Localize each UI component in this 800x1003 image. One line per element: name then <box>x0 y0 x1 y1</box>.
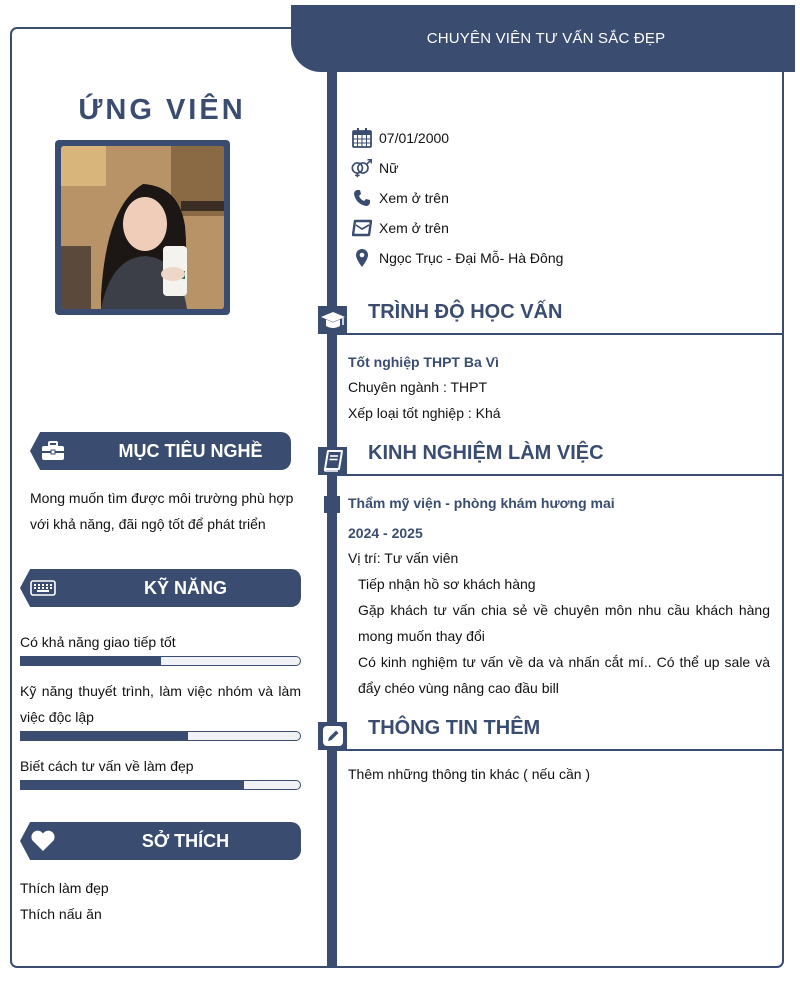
info-gender <box>350 156 398 180</box>
job-duty-3: Có kinh nghiệm tư vấn về da và nhấn cắt mí.. Có thể up sale và đẩy chéo vùng nâng cao đầu bill <box>358 654 770 696</box>
candidate-title: ỨNG VIÊN <box>78 94 246 126</box>
avatar <box>55 140 230 315</box>
additional-text: Thêm những thông tin khác ( nếu cần ) <box>348 766 591 782</box>
skill-name-2: Kỹ năng thuyết trình, làm việc nhóm và làm việc độc lập <box>20 683 301 725</box>
skill-bar-3 <box>20 780 301 790</box>
additional-header <box>318 711 783 751</box>
job-title-banner <box>291 5 795 72</box>
education-title: TRÌNH ĐỘ HỌC VẤN <box>368 301 563 323</box>
experience-title: KINH NGHIỆM LÀM VIỆC <box>368 442 604 464</box>
address-value: Ngọc Trục - Đại Mỗ- Hà Đông <box>379 250 564 266</box>
gender-value: Nữ <box>379 160 399 176</box>
career-goal-header <box>40 432 291 470</box>
additional-rule <box>328 749 783 751</box>
skill-bar-1 <box>20 656 301 666</box>
info-dob <box>350 126 449 150</box>
education-school: Tốt nghiệp THPT Ba Vì <box>348 354 499 370</box>
info-phone <box>350 186 449 210</box>
photo-illustration <box>61 146 224 309</box>
education-grade: Xếp loại tốt nghiệp : Khá <box>348 405 501 421</box>
timeline-bar <box>327 72 337 968</box>
career-goal-title: MỤC TIÊU NGHỀ <box>118 440 263 461</box>
skill-bar-fill-3 <box>21 781 244 789</box>
email-value: Xem ở trên <box>379 220 449 236</box>
book-icon <box>318 447 347 475</box>
phone-value: Xem ở trên <box>379 190 449 206</box>
info-address <box>350 246 563 270</box>
hobbies-title: SỞ THÍCH <box>141 830 230 851</box>
skills-title: KỸ NĂNG <box>143 577 227 598</box>
education-major: Chuyên ngành : THPT <box>348 379 488 395</box>
job-duty-2: Gặp khách tư vấn chia sẻ về chuyên môn nhu cầu khách hàng mong muốn thay đổi <box>358 602 770 644</box>
gender-icon <box>350 157 374 179</box>
job-duty-1: Tiếp nhận hồ sơ khách hàng <box>358 576 536 592</box>
hobby-item-1: Thích làm đẹp <box>20 880 109 896</box>
email-icon <box>350 217 374 239</box>
career-goal-line-2: với khả năng, đãi ngộ tốt để phát triển <box>30 516 266 532</box>
location-icon <box>350 247 374 269</box>
dob-value: 07/01/2000 <box>379 130 450 146</box>
pencil-icon <box>318 722 347 750</box>
additional-title: THÔNG TIN THÊM <box>368 717 541 739</box>
skills-header <box>30 569 301 607</box>
job-position: Vị trí: Tư vấn viên <box>348 550 459 566</box>
education-header <box>318 295 783 335</box>
career-goal-line-1: Mong muốn tìm được môi trường phù hợp <box>30 490 294 506</box>
info-email <box>350 216 449 240</box>
phone-icon <box>350 187 374 209</box>
job-title: CHUYÊN VIÊN TƯ VẤN SẮC ĐẸP <box>426 30 666 47</box>
job-period: 2024 - 2025 <box>348 525 423 541</box>
skill-bar-fill-2 <box>21 732 188 740</box>
job-timeline-marker <box>324 496 340 513</box>
education-rule <box>328 333 783 335</box>
skill-name-3: Biết cách tư vấn về làm đẹp <box>20 758 194 774</box>
experience-header <box>318 436 783 476</box>
graduation-cap-icon <box>318 306 347 334</box>
hobby-item-2: Thích nấu ăn <box>20 906 102 922</box>
job-company: Thẩm mỹ viện - phòng khám hương mai <box>348 495 615 511</box>
candidate-photo <box>61 146 224 309</box>
calendar-icon <box>350 127 374 149</box>
skill-bar-fill-1 <box>21 657 161 665</box>
skill-bar-2 <box>20 731 301 741</box>
experience-rule <box>328 474 783 476</box>
hobbies-header <box>30 822 301 860</box>
skill-name-1: Có khả năng giao tiếp tốt <box>20 634 176 650</box>
